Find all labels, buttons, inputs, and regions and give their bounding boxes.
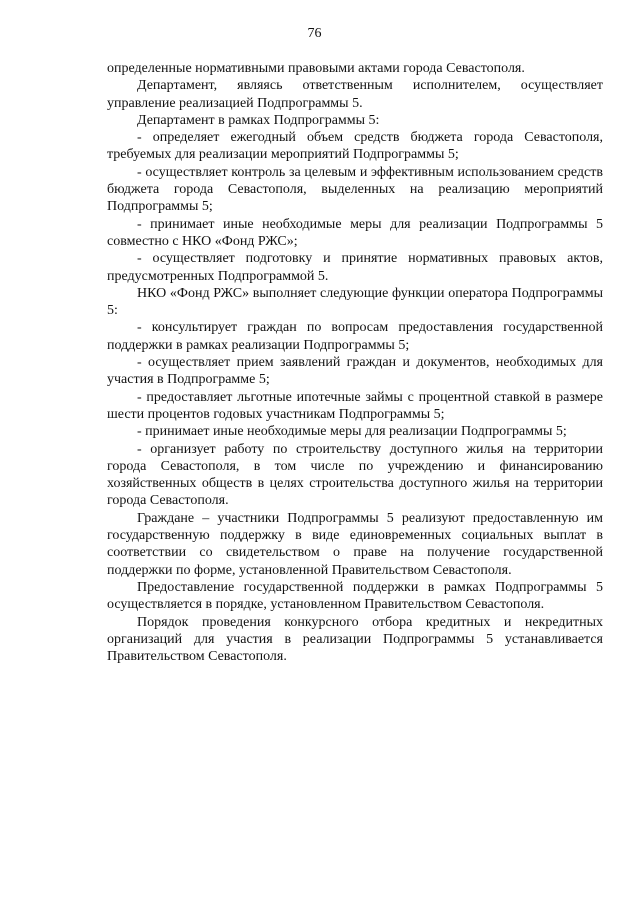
paragraph: Департамент в рамках Подпрограммы 5: xyxy=(137,112,380,128)
paragraph: - осуществляет прием заявлений граждан и документов, необходимых для участия в Подпрограмме 5; xyxy=(107,355,603,388)
paragraph: - консультирует граждан по вопросам предоставления государственной поддержки в рамках реализации Подпрограммы 5; xyxy=(107,320,603,353)
paragraph: Порядок проведения конкурсного отбора кредитных и некредитных организаций для участия в реализации Подпрограммы 5 устанавливается Правительством Севастополя. xyxy=(107,614,603,665)
paragraph: - принимает иные необходимые меры для реализации Подпрограммы 5 совместно с НКО «Фонд РЖС»; xyxy=(107,216,603,249)
paragraph: определенные нормативными правовыми актами города Севастополя. xyxy=(107,61,525,76)
paragraph: - определяет ежегодный объем средств бюджета города Севастополя, требуемых для реализации мероприятий Подпрограммы 5; xyxy=(107,130,603,163)
document-body xyxy=(107,60,603,665)
paragraph: - организует работу по строительству доступного жилья на территории города Севастополя, в том числе по учреждению и финансированию хозяйственных обществ в целях строительства доступного жилья на территории города Севастополя. xyxy=(107,441,603,509)
paragraph: - осуществляет контроль за целевым и эффективным использованием средств бюджета города Севастополя, выделенных на реализацию мероприятий Подпрограммы 5; xyxy=(107,164,603,215)
paragraph: Граждане – участники Подпрограммы 5 реализуют предоставленную им государственную поддержку в виде единовременных социальных выплат в соответствии со свидетельством о праве на получение государственной поддержки по форме, установленной Правительством Севастополя. xyxy=(107,510,603,578)
paragraph: - принимает иные необходимые меры для реализации Подпрограммы 5; xyxy=(137,424,567,440)
paragraph: Предоставление государственной поддержки в рамках Подпрограммы 5 осуществляется в порядке, установленном Правительством Севастополя. xyxy=(107,579,603,613)
paragraph: - предоставляет льготные ипотечные займы с процентной ставкой в размере шести процентов годовых участникам Подпрограммы 5; xyxy=(107,389,603,422)
paragraph: НКО «Фонд РЖС» выполняет следующие функции оператора Подпрограммы 5: xyxy=(107,285,603,319)
page-number: 76 xyxy=(307,26,322,41)
paragraph: - осуществляет подготовку и принятие нормативных правовых актов, предусмотренных Подпрограммой 5. xyxy=(107,251,603,284)
paragraph: Департамент, являясь ответственным исполнителем, осуществляет управление реализацией Подпрограммы 5. xyxy=(107,78,603,111)
